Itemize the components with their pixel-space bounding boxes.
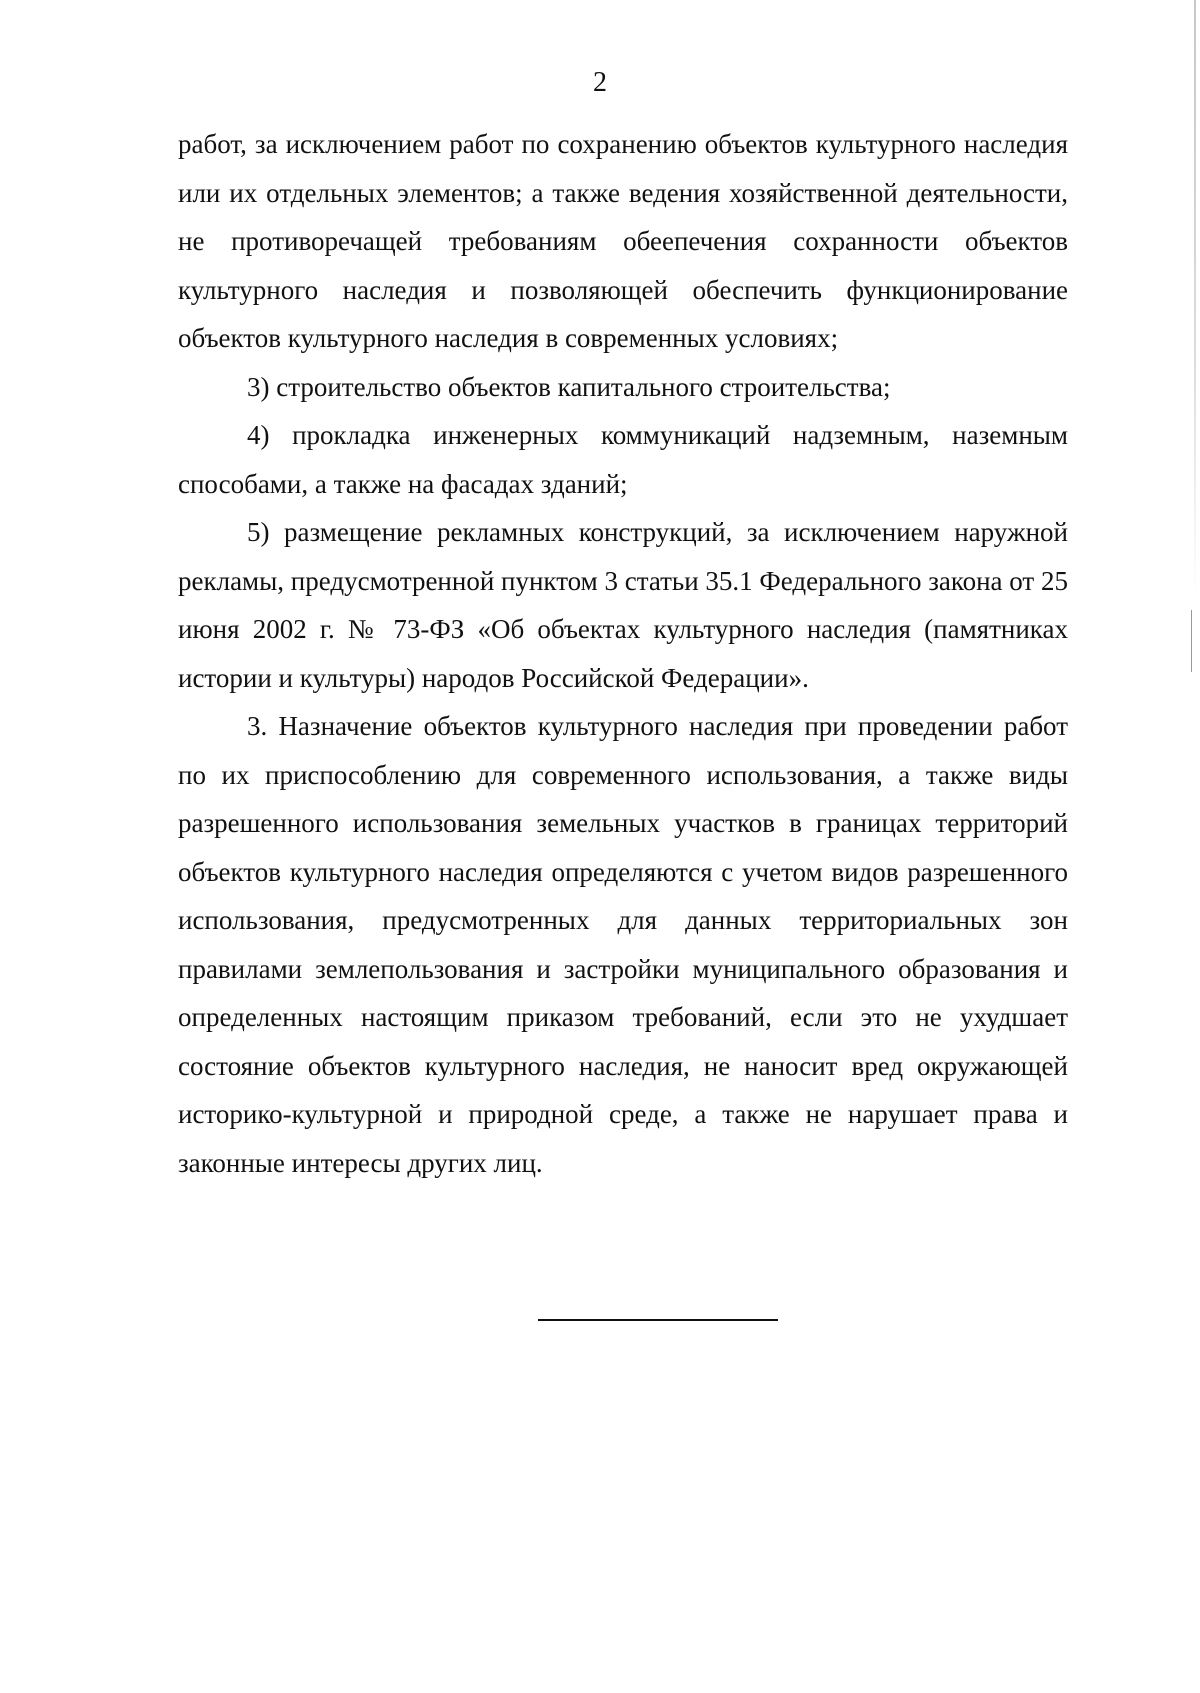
paragraph-item-3: 3) строительство объектов капитального строительства; [247,371,891,402]
paragraph-continuation: работ, за исключением работ по сохранению объектов культурного наследия или их отдельных элементов; а также ведения хозяйственной деятельности, не противоречащей требованиям обеепечения сохранности объектов культурного наследия и позволяющей обеспечить функционирование объектов культурного наследия в современных условиях; [178,129,1068,353]
end-of-document-rule [538,1319,778,1321]
paragraph-section-3: 3. Назначение объектов культурного наследия при проведении работ по их приспособлению для современного использования, а также виды разрешенного использования земельных участков в границах территорий объектов культурного наследия определяются с учетом видов разрешенного использования, предусмотренных для данных территориальных зон правилами землепользования и застройки муниципального образования и определенных настоящим приказом требований, если это не ухудшает состояние объектов культурного наследия, не наносит вред окружающей историко-культурной и природной среде, а также не нарушает права и законные интересы других лиц. [178,711,1068,1178]
page-number: 2 [593,67,607,98]
paragraph-item-4: 4) прокладка инженерных коммуникаций надземным, наземным способами, а также на фасадах зданий; [178,420,1068,499]
scan-mark [1191,610,1192,672]
paragraph-item-5: 5) размещение рекламных конструкций, за исключением наружной рекламы, предусмотренной пунктом 3 статьи 35.1 Федерального закона от 25 июня 2002 г. № 73-ФЗ «Об объектах культурного наследия (памятниках истории и культуры) народов Российской Федерации». [178,517,1068,693]
document-body [178,120,1068,1187]
